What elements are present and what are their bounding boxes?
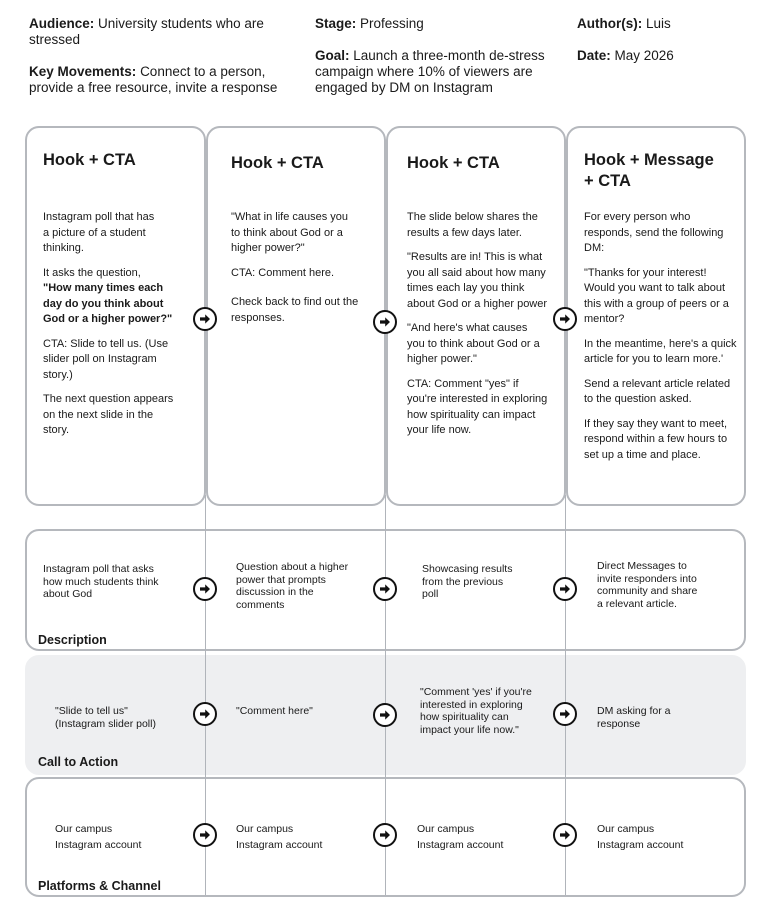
card-body [584,210,744,472]
card-paragraph: The next question appears on the next slide in the story. [43,393,174,436]
card-paragraph: "What in life causes you to think about God or a higher power?" [231,211,349,254]
description-cell-4: Direct Messages to invite responders into community and share a relevant article. [597,560,698,610]
card-paragraph: CTA: Slide to tell us. (Use slider poll on Instagram story.) [43,337,169,381]
platform-cell-3: Our campus Instagram account [417,823,504,851]
cta-cell-2: "Comment here" [236,705,313,717]
author-meta: Author(s): Luis [577,16,671,31]
card-paragraph: Instagram poll that has a picture of a student thinking. [43,211,155,254]
card-title: Hook + CTA [231,154,324,172]
description-cell-2: Question about a higher power that prompts discussion in the comments [236,561,349,611]
arrow-right-circle-icon [373,703,397,727]
stage-meta: Stage: Professing [315,16,424,31]
description-cell-1: Instagram poll that asks how much students think about God [43,563,159,600]
date-meta: Date: May 2026 [577,48,674,63]
arrow-right-circle-icon [373,823,397,847]
card-paragraph: Check back to find out the responses. [231,296,359,324]
cta-cell-1: "Slide to tell us" (Instagram slider poll) [55,705,156,730]
card-title: Hook + CTA [407,154,500,172]
card-paragraph: In the meantime, here's a quick article for you to learn more.' [584,337,737,365]
arrow-right-circle-icon [193,823,217,847]
arrow-right-circle-icon [553,823,577,847]
step-card-2 [206,126,386,506]
card-paragraph: The slide below shares the results a few days later. [407,211,538,239]
step-card-1 [25,126,206,506]
band-label-description: Description [38,633,107,647]
band-label-call-to-action: Call to Action [38,755,119,769]
cta-cell-4: DM asking for a response [597,705,671,730]
card-paragraph: For every person who responds, send the following DM: [584,211,724,254]
card-paragraph: "Thanks for your interest! Would you want to talk about this with a group of peers or a mentor? [584,266,729,325]
key-movements-meta: Key Movements: Connect to a person, provide a free resource, invite a response [29,64,278,95]
card-title: Hook + Message + CTA [584,151,714,190]
card-paragraph: Send a relevant article related to the question asked. [584,377,731,405]
card-paragraph: It asks the question, [43,266,141,279]
arrow-right-circle-icon [373,310,397,334]
arrow-right-circle-icon [193,702,217,726]
card-body [231,210,383,335]
arrow-right-circle-icon [553,307,577,331]
arrow-right-circle-icon [193,577,217,601]
description-cell-3: Showcasing results from the previous poll [422,563,513,600]
band-label-platforms: Platforms & Channel [38,879,161,893]
step-card-4 [566,126,746,506]
card-question: "How many times each day do you think about God or a higher power?" [43,282,173,325]
arrow-right-circle-icon [553,702,577,726]
goal-meta: Goal: Launch a three-month de-stress campaign where 10% of viewers are engaged by DM on Instagram [315,48,545,95]
arrow-right-circle-icon [373,577,397,601]
card-body [43,210,201,448]
card-paragraph: "Results are in! This is what you all said about how many times each lay you think about God or a higher power [407,251,548,310]
card-body [407,210,565,448]
arrow-right-circle-icon [193,307,217,331]
audience-meta: Audience: University students who are stressed [29,16,264,47]
card-title: Hook + CTA [43,151,136,169]
platform-cell-2: Our campus Instagram account [236,823,323,851]
platform-cell-1: Our campus Instagram account [55,823,142,851]
cta-cell-3: "Comment 'yes' if you're interested in exploring how spirituality can impact your life now." [420,686,532,736]
platform-cell-4: Our campus Instagram account [597,823,684,851]
card-paragraph: CTA: Comment here. [231,266,335,279]
card-paragraph: If they say they want to meet, respond within a few hours to set up a time and place. [584,417,728,461]
card-paragraph: CTA: Comment "yes" if you're interested in exploring how spirituality can impact your life now. [407,377,548,436]
card-paragraph: "And here's what causes you to think about God or a higher power." [407,322,540,365]
step-card-3 [386,126,566,506]
arrow-right-circle-icon [553,577,577,601]
